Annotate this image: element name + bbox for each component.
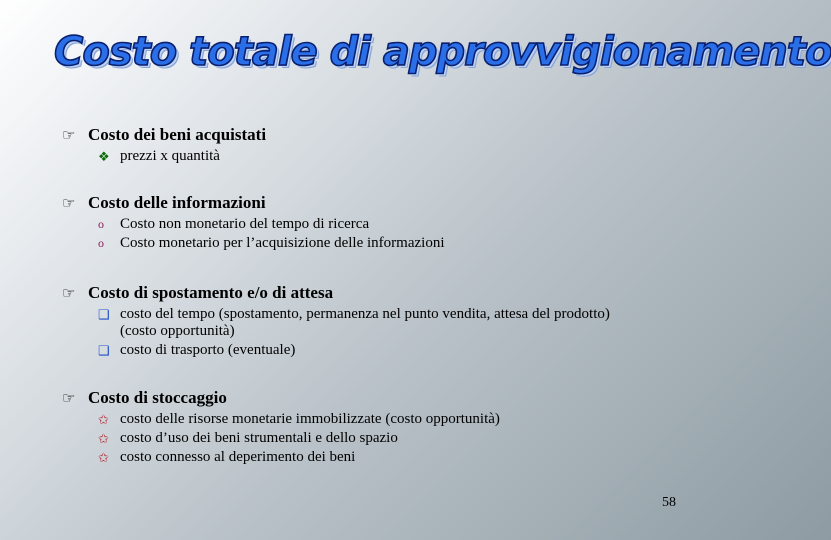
pointing-hand-icon: ☞ xyxy=(62,196,76,212)
pointing-hand-icon: ☞ xyxy=(62,286,76,302)
section-spostamento xyxy=(62,283,682,359)
section-stoccaggio xyxy=(62,388,682,466)
list-item: o Costo monetario per l’acquisizione delle informazioni xyxy=(98,235,445,251)
list-item: ✩ costo d’uso dei beni strumentali e dello spazio xyxy=(98,430,398,446)
slide-title: Costo totale di approvvigionamento xyxy=(54,29,831,75)
checkbox-icon: ❑ xyxy=(98,307,110,322)
circle-icon: o xyxy=(98,217,104,231)
section-beni-acquistati xyxy=(62,125,682,165)
section-heading: Costo di stoccaggio xyxy=(88,388,227,407)
list-item: ❑ costo del tempo (spostamento, permanenza nel punto vendita, attesa del prodotto) (costo opportunità) xyxy=(98,306,610,339)
circle-icon: o xyxy=(98,236,104,250)
section-heading: Costo dei beni acquistati xyxy=(88,125,267,144)
section-informazioni xyxy=(62,193,682,252)
list-item: ✩ costo delle risorse monetarie immobilizzate (costo opportunità) xyxy=(98,411,500,427)
pointing-hand-icon: ☞ xyxy=(62,128,76,144)
star-icon: ✩ xyxy=(98,431,109,446)
page-number: 58 xyxy=(662,495,676,510)
section-heading: Costo delle informazioni xyxy=(88,193,266,212)
section-heading: Costo di spostamento e/o di attesa xyxy=(88,283,334,302)
list-item: ❖ prezzi x quantità xyxy=(98,148,220,164)
star-icon: ✩ xyxy=(98,450,109,465)
pointing-hand-icon: ☞ xyxy=(62,391,76,407)
list-item: o Costo non monetario del tempo di ricerca xyxy=(98,216,370,232)
diamond-icon: ❖ xyxy=(98,149,110,164)
list-item: ✩ costo connesso al deperimento dei beni xyxy=(98,449,356,465)
list-item: ❑ costo di trasporto (eventuale) xyxy=(98,342,296,358)
checkbox-icon: ❑ xyxy=(98,343,110,358)
star-icon: ✩ xyxy=(98,412,109,427)
